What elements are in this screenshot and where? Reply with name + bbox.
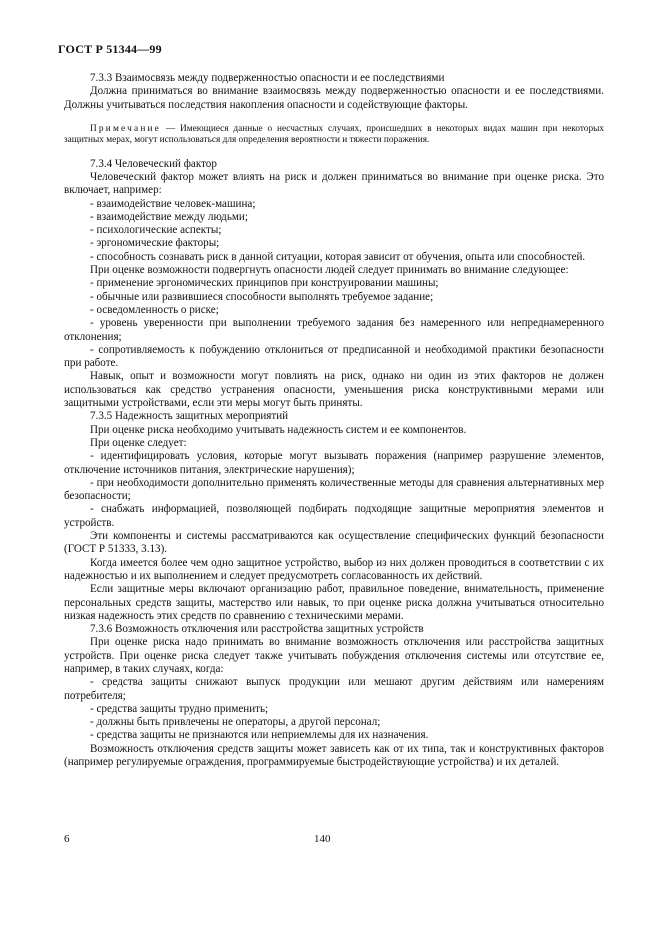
list-item: - средства защиты трудно применить; (90, 702, 269, 715)
note-text: — Имеющиеся данные о несчастных случаях, происшедших в некоторых видах машин при некоторых защитных мерах, могут использоваться для определения вероятности и тяжести поражения. (64, 123, 604, 146)
list-item: - снабжать информацией, позволяющей подбирать подходящие защитные мероприятия элементов и устройств. (64, 503, 604, 529)
list-item: - психологические аспекты; (90, 224, 222, 237)
note-label: Примечание (90, 123, 161, 134)
list-item: - способность сознавать риск в данной ситуации, которая зависит от обучения, опыта или способностей. (90, 250, 586, 263)
standard-header: ГОСТ Р 51344—99 (58, 42, 162, 56)
page-number-local: 6 (64, 833, 70, 845)
list-item: - взаимодействие между людьми; (90, 210, 248, 223)
section-7-3-4-intro2: При оценке возможности подвергнуть опасности людей следует принимать во внимание следующее: (90, 264, 569, 277)
note-paragraph (64, 124, 604, 147)
list-item: - средства защиты снижают выпуск продукции или мешают другим действиям или намерениям потребителя; (64, 676, 604, 702)
document-body (64, 72, 604, 769)
list-item: - эргономические факторы; (90, 237, 220, 250)
section-7-3-6-outro: Возможность отключения средств защиты может зависеть как от их типа, так и конструктивных факторов (например регулируемые ограждения, программируемые быстродействующие устройства) и их деталей. (64, 742, 604, 769)
list-item: - идентифицировать условия, которые могут вызывать поражения (например разрушение элементов, отключение источников питания, электрические нарушения); (64, 450, 604, 476)
list-item: - средства защиты не признаются или неприемлемы для их назначения. (90, 729, 429, 742)
section-7-3-5-intro: При оценке риска необходимо учитывать надежность систем и ее компонентов. (90, 423, 467, 436)
section-7-3-5-p2: Когда имеется более чем одно защитное устройство, выбор из них должен проводиться в соответствии с их надежностью и их выполнением и следует предусмотреть согласованность их действий. (64, 556, 604, 582)
section-7-3-6-intro: При оценке риска надо принимать во внимание возможность отключения или расстройства защитных устройств. При оценке риска следует также учитывать побуждения отключения системы или отсутствие ее, например, в таких случаях, когда: (64, 636, 604, 675)
section-7-3-5-p3: Если защитные меры включают организацию работ, правильное поведение, внимательность, применение персональных средств защиты, мастерство или навык, то при оценке риска должна учитываться относительно низкая надежность этих средств по сравнению с техническими мерами. (64, 583, 604, 622)
section-7-3-3-heading: 7.3.3 Взаимосвязь между подверженностью опасности и ее последствиями (90, 72, 445, 84)
list-item: - взаимодействие человек-машина; (90, 197, 256, 210)
list-item: - применение эргономических принципов при конструировании машины; (90, 277, 439, 290)
list-item: - уровень уверенности при выполнении требуемого задания без намеренного или непреднамеренного отклонения; (64, 317, 604, 343)
section-7-3-4-heading: 7.3.4 Человеческий фактор (90, 157, 217, 170)
section-7-3-5-heading: 7.3.5 Надежность защитных мероприятий (90, 410, 289, 423)
list-item: - сопротивляемость к побуждению отклониться от предписанной и необходимой практики безопасности при работе. (64, 343, 604, 370)
section-7-3-4-intro: Человеческий фактор может влиять на риск и должен приниматься во внимание при оценке риска. Это включает, например: (64, 171, 604, 197)
list-item: - должны быть привлечены не операторы, а другой персонал; (90, 716, 381, 729)
list-item: - осведомленность о риске; (90, 303, 219, 316)
section-7-3-5-p1: Эти компоненты и системы рассматриваются как осуществление специфических функций безопасности (ГОСТ Р 51333, 3.13). (64, 530, 604, 556)
page-number-global: 140 (314, 833, 331, 845)
list-item: - при необходимости дополнительно применять количественные методы для сравнения альтернативных мер безопасности; (64, 476, 604, 503)
list-item: - обычные или развившиеся способности выполнять требуемое задание; (90, 290, 434, 303)
section-7-3-6-heading: 7.3.6 Возможность отключения или расстройства защитных устройств (90, 623, 424, 636)
section-7-3-5-intro2: При оценке следует: (90, 436, 187, 449)
section-7-3-4-outro: Навык, опыт и возможности могут повлиять на риск, однако ни один из этих факторов не должен использоваться как средство устранения опасности, уменьшения риска конструктивными мерами или защитными устройствами, если эти меры могут быть приняты. (64, 370, 604, 410)
section-7-3-3-text: Должна приниматься во внимание взаимосвязь между подверженностью опасности и ее последствиями. Должны учитываться последствия накопления опасности и содействующие факторы. (64, 85, 604, 111)
